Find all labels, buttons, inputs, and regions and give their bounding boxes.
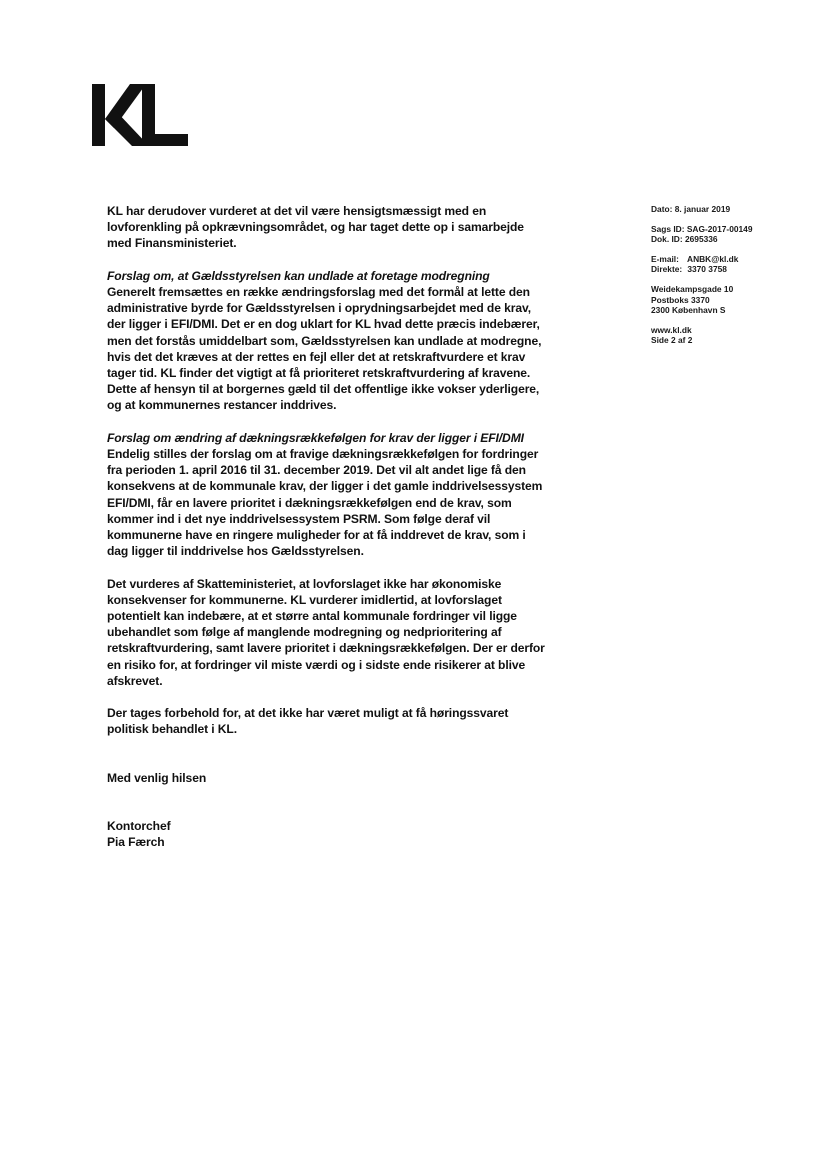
paragraph-consequences: Det vurderes af Skatteministeriet, at lovforslaget ikke har økonomiske konsekvenser for kommunerne. KL vurderer imidlertid, at lovforslaget potentielt kan indebære, at et større antal kommunale fordringer vil ligge ubehandlet som følge af manglende modregning og nedprioritering af retskraftvurdering, samt lavere prioritet i dækningsrækkefølgen. Der er derfor en risiko for, at fordringer vil miste værdi og i sidste ende risikerer at blive afskrevet. — [107, 576, 545, 688]
section-heading: Forslag om, at Gældsstyrelsen kan undlade at foretage modregning — [107, 268, 490, 283]
section-text: Generelt fremsættes en række ændringsforslag med det formål at lette den administrative byrde for Gældsstyrelsen i oprydningsarbejdet med de krav, der ligger i EFI/DMI. Det er en dog uklart for KL hvad dette præcis indebærer, men det forstås umiddelbart som, Gældsstyrelsen kan undlade at modregne, hvis det det kræves at der rettes en fejl eller det at retskraftvurdere et krav tager tid. KL finder det vigtigt at få prioriteret retskraftvurdering af kravene. Dette af hensyn til at borgernes gæld til det offentlige ikke vokser yderligere, og at kommunernes restancer inddrives. — [107, 285, 542, 413]
phone-value: 3370 3758 — [687, 264, 727, 275]
phone-row — [651, 264, 811, 275]
section-text: Endelig stilles der forslag om at fravige dækningsrækkefølgen for fordringer fra perioden 1. april 2016 til 31. december 2019. Det vil alt andet lige få den konsekvens at de kommunale krav, der ligger i det gamle inddrivelsessystem EFI/DMI, får en lavere prioritet i dækningsrækkefølgen end de krav, som kommer ind i det nye inddrivelsessystem PSRM. Som følge deraf vil kommunerne have en ringere muligheder for at få inddrevet de krav, som i dag ligger til inddrivelse hos Gældsstyrelsen. — [107, 447, 543, 559]
page-number: Side 2 af 2 — [651, 335, 693, 346]
email-value: ANBK@kl.dk — [687, 253, 739, 264]
email-row — [651, 254, 811, 265]
closing: Med venlig hilsen — [107, 770, 207, 785]
letter-date: Dato: 8. januar 2019 — [651, 204, 731, 214]
section-daekning — [107, 430, 547, 560]
signature-block — [107, 818, 547, 850]
website: www.kl.dk — [651, 324, 692, 335]
address-street: Weidekampsgade 10 — [651, 283, 734, 294]
paragraph-intro: KL har derudover vurderet at det vil være hensigtsmæssigt med en lovforenkling på opkrævningsområdet, og har taget dette op i samarbejde med Finansministeriet. — [107, 204, 524, 251]
letter-metadata — [651, 204, 811, 355]
signer-title: Kontorchef — [107, 818, 171, 833]
phone-label: Direkte: — [651, 264, 683, 275]
address-city: 2300 København S — [651, 305, 726, 316]
address-box: Postboks 3370 — [651, 294, 710, 305]
paragraph-reservation: Der tages forbehold for, at det ikke har været muligt at få høringssvaret politisk behandlet i KL. — [107, 706, 509, 737]
section-heading: Forslag om ændring af dækningsrækkefølgen for krav der ligger i EFI/DMI — [107, 430, 524, 445]
signer-name: Pia Færch — [107, 835, 165, 850]
case-id: Sags ID: SAG-2017-00149 — [651, 223, 753, 234]
kl-logo — [92, 84, 188, 146]
document-id: Dok. ID: 2695336 — [651, 234, 718, 245]
email-label: E-mail: — [651, 253, 679, 264]
letter-body — [107, 203, 547, 850]
section-modregning — [107, 268, 547, 414]
